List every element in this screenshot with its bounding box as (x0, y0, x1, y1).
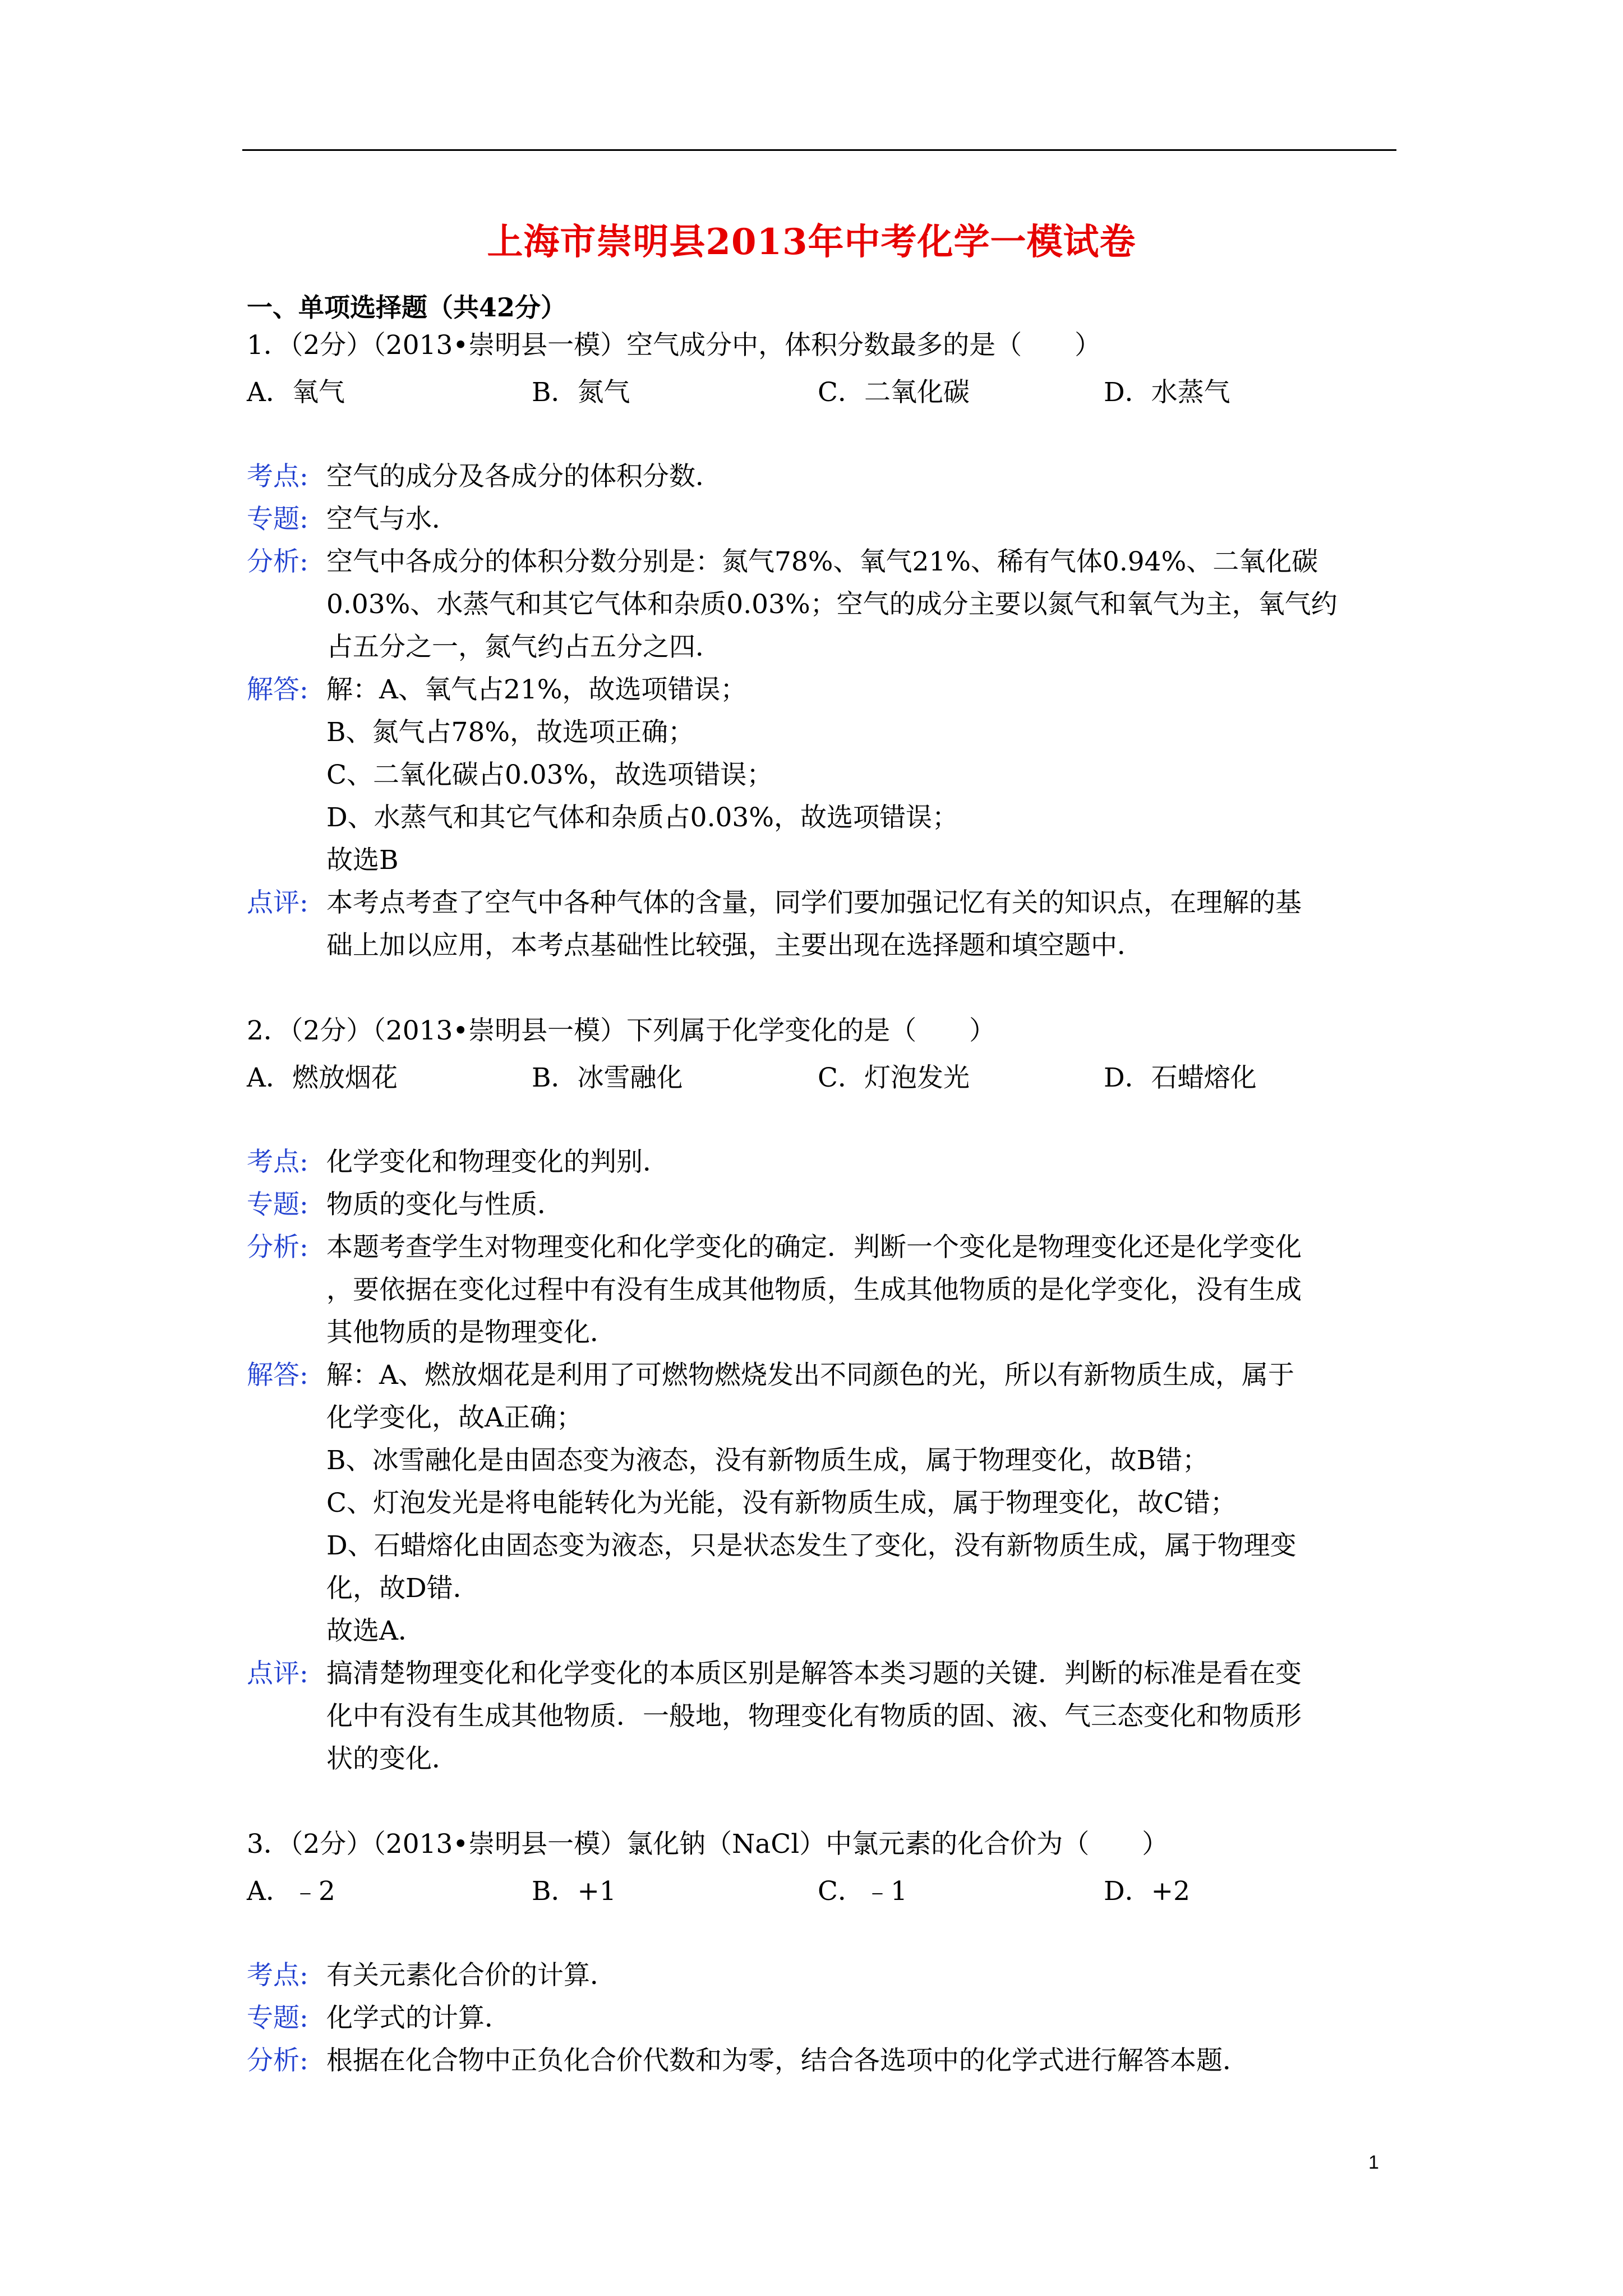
q1-jieda-line: 故选B (326, 845, 399, 876)
q2-kaodian-label: 考点: (247, 1147, 308, 1177)
q3-kaodian: 有关元素化合价的计算． (326, 1960, 616, 1991)
q3-fenxi-line: 根据在化合物中正负化合价代数和为零，结合各选项中的化学式进行解答本题． (326, 2045, 1249, 2076)
q1-stem: 1．（2分）（2013•崇明县一模）空气成分中，体积分数最多的是（ ） (247, 330, 1101, 361)
q2-kaodian: 化学变化和物理变化的判别． (326, 1147, 669, 1177)
q2-jieda-line: C、灯泡发光是将电能转化为光能，没有新物质生成，属于物理变化，故C错； (326, 1488, 1237, 1519)
q3-options (247, 1870, 1402, 1907)
q1-zhuanti: 空气与水． (326, 504, 458, 535)
q2-jieda-line: 解：A、燃放烟花是利用了可燃物燃烧发出不同颜色的光，所以有新物质生成，属于 (326, 1360, 1294, 1391)
q1-dianping-label: 点评: (247, 887, 308, 918)
q2-fenxi-label: 分析: (247, 1232, 308, 1263)
q1-jieda-line: D、水蒸气和其它气体和杂质占0.03%，故选项错误； (326, 802, 958, 833)
q1-jieda-line: C、二氧化碳占0.03%，故选项错误； (326, 760, 773, 790)
q1-jieda-label: 解答: (247, 674, 308, 705)
q3-fenxi-label: 分析: (247, 2045, 308, 2076)
q2-jieda-line: 故选A． (326, 1616, 425, 1646)
q3-option-a: A．﹣2 (247, 1876, 335, 1907)
q2-fenxi-line: ，要依据在变化过程中有没有生成其他物质，生成其他物质的是化学变化，没有生成 (326, 1274, 1302, 1305)
q1-option-a: A．氧气 (247, 377, 345, 408)
q2-zhuanti-label: 专题: (247, 1189, 308, 1220)
q1-options (247, 371, 1402, 408)
q2-fenxi-line: 本题考查学生对物理变化和化学变化的确定．判断一个变化是物理变化还是化学变化 (326, 1232, 1302, 1263)
header-rule (242, 149, 1396, 151)
q2-jieda-line: D、石蜡熔化由固态变为液态，只是状态发生了变化，没有新物质生成，属于物理变 (326, 1530, 1297, 1561)
q2-jieda-label: 解答: (247, 1360, 308, 1391)
q2-jieda-line: 化，故D错． (326, 1573, 479, 1604)
q1-option-d: D．水蒸气 (1104, 377, 1230, 408)
q2-dianping-line: 搞清楚物理变化和化学变化的本质区别是解答本类习题的关键．判断的标准是看在变 (326, 1658, 1302, 1689)
q1-option-b: B．氮气 (532, 377, 630, 408)
q3-zhuanti: 化学式的计算． (326, 2003, 511, 2033)
q2-option-d: D．石蜡熔化 (1104, 1062, 1257, 1093)
q1-fenxi-line: 空气中各成分的体积分数分别是：氮气78%、氧气21%、稀有气体0.94%、二氧化碳 (326, 546, 1318, 577)
q1-option-c: C．二氧化碳 (818, 377, 970, 408)
q3-stem: 3．（2分）（2013•崇明县一模）氯化钠（NaCl）中氯元素的化合价为（ ） (247, 1829, 1169, 1860)
q2-option-a: A．燃放烟花 (247, 1062, 398, 1093)
q1-zhuanti-label: 专题: (247, 504, 308, 535)
q2-option-b: B．冰雪融化 (532, 1062, 683, 1093)
q2-option-c: C．灯泡发光 (818, 1062, 970, 1093)
q2-stem: 2．（2分）（2013•崇明县一模）下列属于化学变化的是（ ） (247, 1015, 996, 1046)
q1-dianping-line: 础上加以应用，本考点基础性比较强，主要出现在选择题和填空题中． (326, 930, 1144, 961)
q3-zhuanti-label: 专题: (247, 2003, 308, 2033)
q1-kaodian-label: 考点: (247, 461, 308, 492)
q1-kaodian: 空气的成分及各成分的体积分数． (326, 461, 722, 492)
q2-dianping-line: 状的变化． (326, 1743, 458, 1774)
q2-jieda-line: 化学变化，故A正确； (326, 1402, 583, 1433)
q3-option-d: D．+2 (1104, 1876, 1190, 1907)
q1-dianping-line: 本考点考查了空气中各种气体的含量，同学们要加强记忆有关的知识点，在理解的基 (326, 887, 1302, 918)
q1-jieda-line: B、氮气占78%，故选项正确； (326, 717, 695, 748)
q2-dianping-line: 化中有没有生成其他物质．一般地，物理变化有物质的固、液、气三态变化和物质形 (326, 1701, 1302, 1732)
q3-option-c: C．﹣1 (818, 1876, 907, 1907)
q2-jieda-line: B、冰雪融化是由固态变为液态，没有新物质生成，属于物理变化，故B错； (326, 1445, 1209, 1476)
q1-fenxi-line: 占五分之一，氮气约占五分之四． (326, 632, 722, 662)
q1-fenxi-line: 0.03%、水蒸气和其它气体和杂质0.03%；空气的成分主要以氮气和氧气为主，氧气约 (326, 589, 1338, 620)
q3-option-b: B．+1 (532, 1876, 616, 1907)
q3-kaodian-label: 考点: (247, 1960, 308, 1991)
q2-options (247, 1057, 1402, 1091)
q1-fenxi-label: 分析: (247, 546, 308, 577)
q2-fenxi-line: 其他物质的是物理变化． (326, 1317, 616, 1348)
q2-dianping-label: 点评: (247, 1658, 308, 1689)
page-title: 上海市崇明县2013年中考化学一模试卷 (487, 221, 1136, 263)
q1-jieda-line: 解：A、氧气占21%，故选项错误； (326, 674, 747, 705)
section-heading: 一、单项选择题（共42分） (247, 292, 567, 323)
page-number: 1 (1368, 2152, 1379, 2173)
q2-zhuanti: 物质的变化与性质． (326, 1189, 564, 1220)
